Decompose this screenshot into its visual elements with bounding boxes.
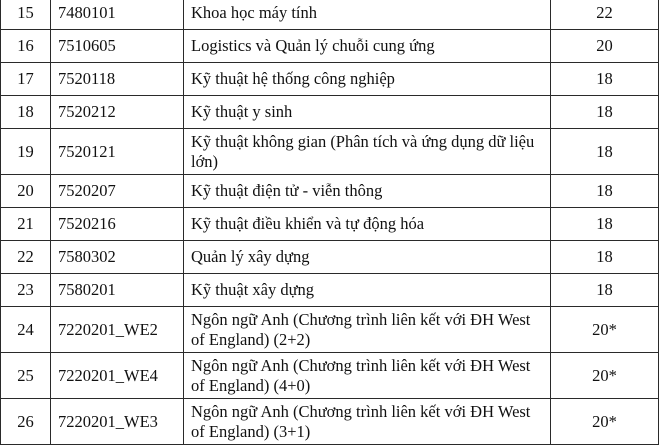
major-code-cell: 7580302 — [51, 241, 184, 274]
row-index-cell: 15 — [1, 0, 51, 30]
score-cell: 20* — [551, 307, 659, 353]
table-row — [1, 353, 659, 399]
major-code-cell: 7520121 — [51, 129, 184, 175]
row-index-cell: 23 — [1, 274, 51, 307]
row-index-cell: 18 — [1, 96, 51, 129]
score-cell: 20 — [551, 30, 659, 63]
major-name-cell: Kỹ thuật y sinh — [184, 96, 551, 129]
row-index-cell: 16 — [1, 30, 51, 63]
table-row — [1, 30, 659, 63]
score-cell: 20* — [551, 399, 659, 445]
major-code-cell: 7220201_WE2 — [51, 307, 184, 353]
table-row — [1, 96, 659, 129]
row-index-cell: 17 — [1, 63, 51, 96]
table-row — [1, 307, 659, 353]
score-cell: 18 — [551, 129, 659, 175]
table-row — [1, 399, 659, 445]
major-code-cell: 7520207 — [51, 175, 184, 208]
row-index-cell: 19 — [1, 129, 51, 175]
table-row — [1, 175, 659, 208]
row-index-cell: 21 — [1, 208, 51, 241]
major-name-cell: Kỹ thuật xây dựng — [184, 274, 551, 307]
row-index-cell: 20 — [1, 175, 51, 208]
table-row — [1, 63, 659, 96]
table-row — [1, 208, 659, 241]
major-name-cell: Ngôn ngữ Anh (Chương trình liên kết với ĐH West of England) (3+1) — [184, 399, 551, 445]
row-index-cell: 22 — [1, 241, 51, 274]
major-name-cell: Kỹ thuật điều khiển và tự động hóa — [184, 208, 551, 241]
major-code-cell: 7580201 — [51, 274, 184, 307]
major-code-cell: 7480101 — [51, 0, 184, 30]
score-cell: 18 — [551, 63, 659, 96]
major-name-cell: Kỹ thuật không gian (Phân tích và ứng dụng dữ liệu lớn) — [184, 129, 551, 175]
score-cell: 18 — [551, 241, 659, 274]
major-code-cell: 7520212 — [51, 96, 184, 129]
major-name-cell: Quản lý xây dựng — [184, 241, 551, 274]
major-name-cell: Ngôn ngữ Anh (Chương trình liên kết với ĐH West of England) (4+0) — [184, 353, 551, 399]
major-name-cell: Kỹ thuật điện tử - viễn thông — [184, 175, 551, 208]
table-row — [1, 0, 659, 30]
major-name-cell: Khoa học máy tính — [184, 0, 551, 30]
table-row — [1, 129, 659, 175]
table-row — [1, 274, 659, 307]
score-cell: 18 — [551, 274, 659, 307]
score-cell: 18 — [551, 208, 659, 241]
major-code-cell: 7520118 — [51, 63, 184, 96]
major-code-cell: 7220201_WE4 — [51, 353, 184, 399]
score-cell: 18 — [551, 96, 659, 129]
major-code-cell: 7220201_WE3 — [51, 399, 184, 445]
row-index-cell: 26 — [1, 399, 51, 445]
major-code-cell: 7520216 — [51, 208, 184, 241]
score-cell: 22 — [551, 0, 659, 30]
major-name-cell: Ngôn ngữ Anh (Chương trình liên kết với ĐH West of England) (2+2) — [184, 307, 551, 353]
row-index-cell: 24 — [1, 307, 51, 353]
major-code-cell: 7510605 — [51, 30, 184, 63]
row-index-cell: 25 — [1, 353, 51, 399]
major-name-cell: Kỹ thuật hệ thống công nghiệp — [184, 63, 551, 96]
major-name-cell: Logistics và Quản lý chuỗi cung ứng — [184, 30, 551, 63]
table-row — [1, 241, 659, 274]
score-cell: 18 — [551, 175, 659, 208]
score-cell: 20* — [551, 353, 659, 399]
